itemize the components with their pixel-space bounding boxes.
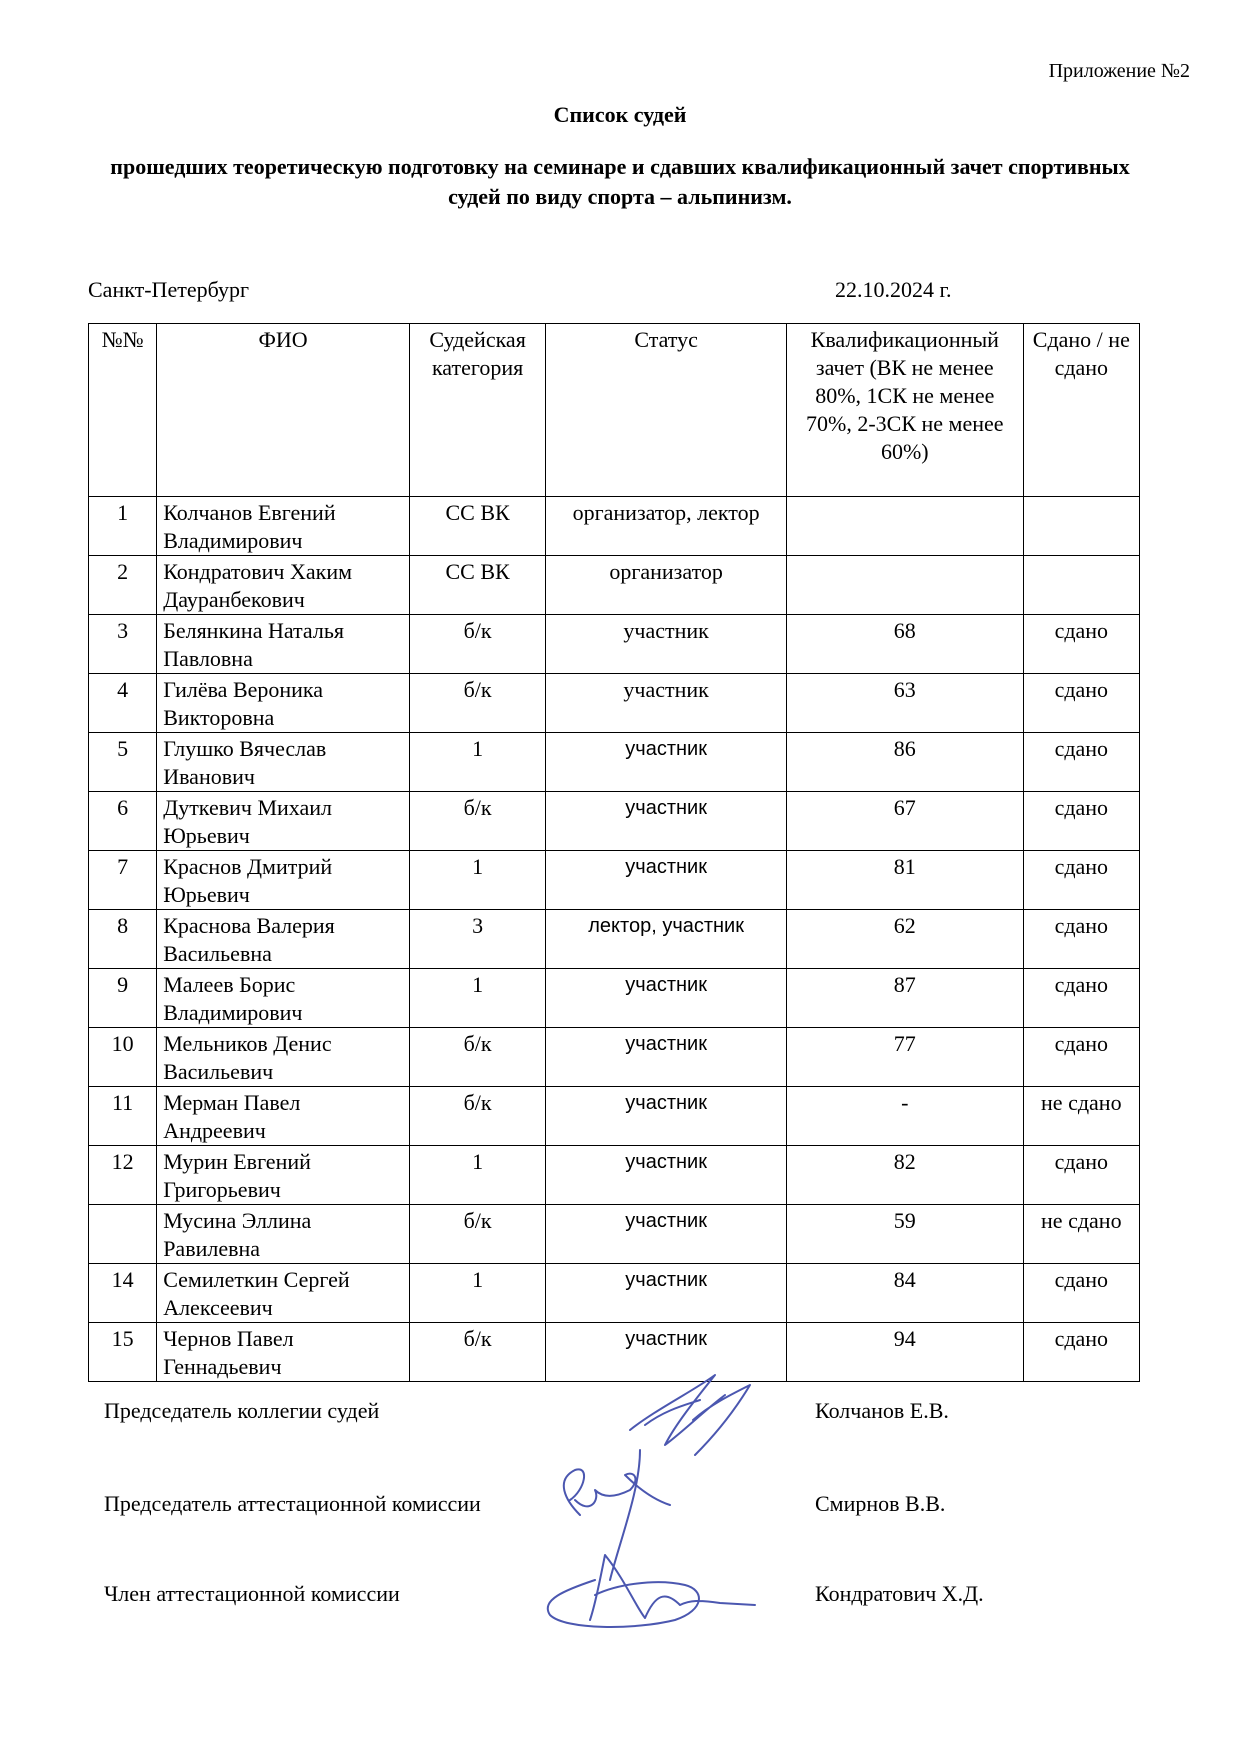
cell-status: участник xyxy=(546,1323,787,1382)
cell-num: 6 xyxy=(89,792,157,851)
appendix-label: Приложение №2 xyxy=(1048,60,1190,82)
cell-name: Краснова Валерия Васильевна xyxy=(157,910,410,969)
cell-result: не сдано xyxy=(1023,1205,1139,1264)
cell-category: 1 xyxy=(409,851,545,910)
signature-role-1: Председатель коллегии судей xyxy=(104,1398,380,1423)
table-row xyxy=(89,910,1140,969)
table-row xyxy=(89,1028,1140,1087)
cell-name: Малеев Борис Владимирович xyxy=(157,969,410,1028)
cell-num: 11 xyxy=(89,1087,157,1146)
cell-status: участник xyxy=(546,615,787,674)
cell-category: 1 xyxy=(409,733,545,792)
cell-result: сдано xyxy=(1023,910,1139,969)
table-row xyxy=(89,1146,1140,1205)
cell-category: б/к xyxy=(409,1323,545,1382)
signature-name-1: Колчанов Е.В. xyxy=(815,1398,949,1423)
cell-name: Краснов Дмитрий Юрьевич xyxy=(157,851,410,910)
cell-status: участник xyxy=(546,851,787,910)
header-num: №№ xyxy=(89,324,157,497)
cell-status: участник xyxy=(546,733,787,792)
cell-num: 14 xyxy=(89,1264,157,1323)
cell-status: участник xyxy=(546,969,787,1028)
cell-score: 82 xyxy=(786,1146,1023,1205)
cell-name: Мурин Евгений Григорьевич xyxy=(157,1146,410,1205)
signature-role-3: Член аттестационной комиссии xyxy=(104,1581,400,1606)
cell-num: 15 xyxy=(89,1323,157,1382)
signature-role-2: Председатель аттестационной комиссии xyxy=(104,1491,481,1516)
signature-mark-1 xyxy=(630,1375,750,1455)
table-row xyxy=(89,1264,1140,1323)
document-title: Список судей xyxy=(553,102,687,127)
cell-result: сдано xyxy=(1023,733,1139,792)
cell-category: б/к xyxy=(409,1087,545,1146)
cell-num: 2 xyxy=(89,556,157,615)
cell-category: 1 xyxy=(409,969,545,1028)
cell-score: 87 xyxy=(786,969,1023,1028)
table-row xyxy=(89,1087,1140,1146)
cell-status: участник xyxy=(546,792,787,851)
header-passed: Сдано / не сдано xyxy=(1023,324,1139,497)
header-name: ФИО xyxy=(157,324,410,497)
cell-num: 10 xyxy=(89,1028,157,1087)
cell-status: организатор xyxy=(546,556,787,615)
cell-score: 94 xyxy=(786,1323,1023,1382)
cell-score: 84 xyxy=(786,1264,1023,1323)
cell-result: сдано xyxy=(1023,615,1139,674)
table-header-row xyxy=(89,324,1140,497)
cell-name: Кондратович Хаким Дауранбекович xyxy=(157,556,410,615)
table-row xyxy=(89,497,1140,556)
cell-name: Мусина Эллина Равилевна xyxy=(157,1205,410,1264)
cell-category: б/к xyxy=(409,615,545,674)
handwritten-signatures xyxy=(545,1350,805,1630)
cell-status: участник xyxy=(546,674,787,733)
cell-status: участник xyxy=(546,1146,787,1205)
cell-name: Мерман Павел Андреевич xyxy=(157,1087,410,1146)
cell-name: Глушко Вячеслав Иванович xyxy=(157,733,410,792)
cell-result: сдано xyxy=(1023,1323,1139,1382)
cell-score: - xyxy=(786,1087,1023,1146)
cell-category: СС ВК xyxy=(409,497,545,556)
cell-result: сдано xyxy=(1023,792,1139,851)
cell-name: Белянкина Наталья Павловна xyxy=(157,615,410,674)
cell-result: не сдано xyxy=(1023,1087,1139,1146)
table-row xyxy=(89,1205,1140,1264)
cell-result: сдано xyxy=(1023,674,1139,733)
table-row xyxy=(89,792,1140,851)
cell-num: 1 xyxy=(89,497,157,556)
cell-category: б/к xyxy=(409,1205,545,1264)
judges-table xyxy=(88,323,1140,1382)
cell-score: 62 xyxy=(786,910,1023,969)
cell-name: Чернов Павел Геннадьевич xyxy=(157,1323,410,1382)
signature-mark-3 xyxy=(548,1555,755,1627)
cell-num: 5 xyxy=(89,733,157,792)
cell-result: сдано xyxy=(1023,1028,1139,1087)
city: Санкт-Петербург xyxy=(88,277,249,302)
cell-category: СС ВК xyxy=(409,556,545,615)
cell-name: Гилёва Вероника Викторовна xyxy=(157,674,410,733)
table-row xyxy=(89,674,1140,733)
document-subtitle: прошедших теоретическую подготовку на семинаре и сдавших квалификационный зачет спортивных судей по виду спорта – альпинизм. xyxy=(110,154,1130,209)
cell-num: 8 xyxy=(89,910,157,969)
cell-score: 63 xyxy=(786,674,1023,733)
cell-result xyxy=(1023,556,1139,615)
cell-score: 86 xyxy=(786,733,1023,792)
cell-num: 12 xyxy=(89,1146,157,1205)
cell-category: 3 xyxy=(409,910,545,969)
table-row xyxy=(89,851,1140,910)
cell-name: Мельников Денис Васильевич xyxy=(157,1028,410,1087)
cell-result: сдано xyxy=(1023,851,1139,910)
header-test: Квалификационный зачет (ВК не менее 80%, 1СК не менее 70%, 2-3СК не менее 60%) xyxy=(786,324,1023,497)
cell-result: сдано xyxy=(1023,969,1139,1028)
cell-score: 68 xyxy=(786,615,1023,674)
signature-mark-2 xyxy=(564,1450,670,1580)
cell-num: 9 xyxy=(89,969,157,1028)
cell-status: лектор, участник xyxy=(546,910,787,969)
cell-category: б/к xyxy=(409,792,545,851)
document-date: 22.10.2024 г. xyxy=(835,277,952,302)
cell-status: участник xyxy=(546,1264,787,1323)
cell-status: участник xyxy=(546,1205,787,1264)
cell-score xyxy=(786,497,1023,556)
signature-name-2: Смирнов В.В. xyxy=(815,1491,946,1516)
cell-result xyxy=(1023,497,1139,556)
cell-status: организатор, лектор xyxy=(546,497,787,556)
cell-result: сдано xyxy=(1023,1264,1139,1323)
cell-score: 77 xyxy=(786,1028,1023,1087)
cell-status: участник xyxy=(546,1087,787,1146)
signature-name-3: Кондратович Х.Д. xyxy=(815,1581,984,1606)
table-row xyxy=(89,969,1140,1028)
cell-category: 1 xyxy=(409,1264,545,1323)
header-category: Судейская категория xyxy=(409,324,545,497)
header-status: Статус xyxy=(546,324,787,497)
table-row xyxy=(89,556,1140,615)
cell-category: б/к xyxy=(409,674,545,733)
cell-category: 1 xyxy=(409,1146,545,1205)
cell-name: Семилеткин Сергей Алексеевич xyxy=(157,1264,410,1323)
cell-score: 81 xyxy=(786,851,1023,910)
cell-num: 4 xyxy=(89,674,157,733)
cell-name: Колчанов Евгений Владимирович xyxy=(157,497,410,556)
table-row xyxy=(89,615,1140,674)
cell-score xyxy=(786,556,1023,615)
cell-status: участник xyxy=(546,1028,787,1087)
cell-num: 7 xyxy=(89,851,157,910)
cell-score: 67 xyxy=(786,792,1023,851)
table-row xyxy=(89,733,1140,792)
cell-num: 3 xyxy=(89,615,157,674)
cell-score: 59 xyxy=(786,1205,1023,1264)
cell-num xyxy=(89,1205,157,1264)
cell-name: Дуткевич Михаил Юрьевич xyxy=(157,792,410,851)
cell-result: сдано xyxy=(1023,1146,1139,1205)
cell-category: б/к xyxy=(409,1028,545,1087)
